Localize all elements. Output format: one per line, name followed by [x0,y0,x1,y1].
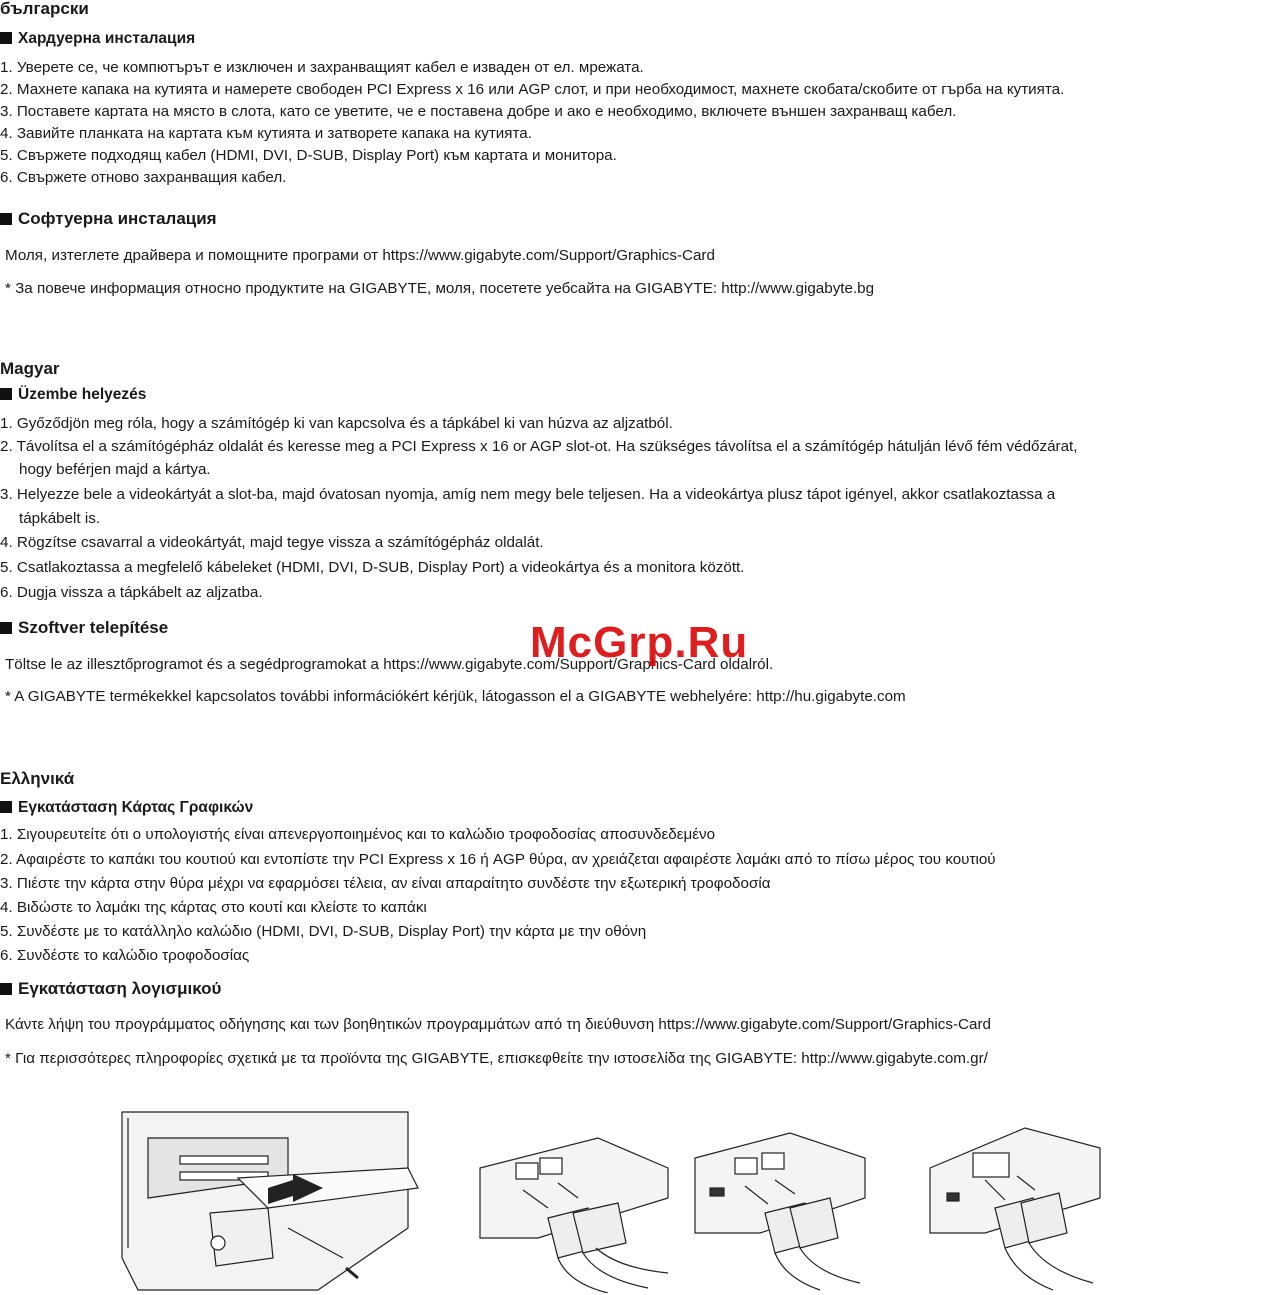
hu-step: 6. Dugja vissza a tápkábelt az aljzatba. [0,584,263,601]
el-step: 3. Πιέστε την κάρτα στην θύρα μέχρι να εφαρμόσει τέλεια, αν είναι απαραίτητο συνδέστε την εξωτερική τροφοδοσία [0,875,771,892]
bg-step: 6. Свържете отново захранващия кабел. [0,169,287,186]
hu-step: 4. Rögzítse csavarral a videokártyát, majd tegye vissza a számítógépház oldalát. [0,534,544,551]
hu-software-heading [0,619,168,637]
bg-step: 5. Свържете подходящ кабел (HDMI, DVI, D-SUB, Display Port) към картата и монитора. [0,147,617,164]
watermark: McGrp.Ru [530,618,749,667]
el-step: 6. Συνδέστε το καλώδιο τροφοδοσίας [0,947,250,964]
hu-hardware-title: Üzembe helyezés [18,386,147,403]
bg-step: 4. Завийте планката на картата към кутията и затворете капака на кутията. [0,125,532,142]
bg-step: 2. Махнете капака на кутията и намерете свободен PCI Express x 16 или AGP слот, и при необходимост, махнете скобата/скобите от гърба на кутията. [0,81,1065,98]
square-bullet-icon [0,213,12,225]
el-software-text: Κάντε λήψη του προγράμματος οδήγησης και των βοηθητικών προγραμμάτων από τη διεύθυνση https://www.gigabyte.com/Support/Graphics-Card [5,1016,991,1033]
hu-step: 3. Helyezze bele a videokártyát a slot-ba, majd óvatosan nyomja, amíg nem megy bele teljesen. Ha a videokártya plusz tápot igényel, akkor csatlakoztassa a [0,486,1056,503]
hu-hardware-heading [0,386,146,404]
bg-software-heading [0,210,217,228]
el-hardware-heading [0,799,253,817]
hu-step: 1. Győződjön meg róla, hogy a számítógép ki van kapcsolva és a tápkábel ki van húzva az aljzatból. [0,415,673,432]
power-connector-illustration-3 [925,1108,1105,1293]
bg-step: 1. Уверете се, че компютърът е изключен и захранващият кабел е изваден от ел. мрежата. [0,59,644,76]
bg-software-title: Софтуерна инсталация [18,209,217,228]
square-bullet-icon [0,32,12,44]
hu-software-title: Szoftver telepítése [18,618,169,637]
bg-hardware-title: Хардуерна инсталация [18,30,196,47]
bg-language-heading: български [0,0,89,18]
bg-hardware-heading [0,30,195,48]
hu-step: 5. Csatlakoztassa a megfelelő kábeleket (HDMI, DVI, D-SUB, Display Port) a videokártya és a monitora között. [0,559,745,576]
el-step: 1. Σιγουρευτείτε ότι ο υπολογιστής είναι απενεργοποιημένος και το καλώδιο τροφοδοσίας αποσυνδεδεμένο [0,826,716,843]
el-step: 2. Αφαιρέστε το καπάκι του κουτιού και εντοπίστε την PCI Express x 16 ή AGP θύρα, αν χρειάζεται αφαιρέστε λαμάκι από το πίσω μέρος του κουτιού [0,851,996,868]
el-language-heading: Ελληνικά [0,769,75,788]
hu-software-text: Töltse le az illesztőprogramot és a segédprogramokat a https://www.gigabyte.com/Support/Graphics-Card oldalról. [5,656,774,673]
square-bullet-icon [0,801,12,813]
bg-note: * За повече информация относно продуктите на GIGABYTE, моля, посетете уебсайта на GIGABYTE: http://www.gigabyte.bg [5,280,875,297]
hu-language-heading: Magyar [0,359,60,378]
el-software-title: Εγκατάσταση λογισμικού [18,979,222,998]
hu-step: 2. Távolítsa el a számítógépház oldalát és keresse meg a PCI Express x 16 or AGP slot-ot. Ha szükséges távolítsa el a számítógép hátulján lévő fém védőzárat, [0,438,1078,455]
bg-step: 3. Поставете картата на място в слота, като се уветите, че е поставена добре и ако е необходимо, включете външен захранващ кабел. [0,103,957,120]
el-note: * Για περισσότερες πληροφορίες σχετικά με τα προϊόντα της GIGABYTE, επισκεφθείτε την ιστοσελίδα της GIGABYTE: http://www.gigabyte.com.gr/ [5,1050,988,1067]
el-step: 5. Συνδέστε με το κατάλληλο καλώδιο (HDMI, DVI, D-SUB, Display Port) την κάρτα με την οθόνη [0,923,647,940]
square-bullet-icon [0,622,12,634]
power-connector-illustration-1 [478,1108,678,1293]
square-bullet-icon [0,983,12,995]
hu-step-cont: tápkábelt is. [19,510,101,527]
el-software-heading [0,980,221,998]
card-installation-illustration [118,1108,430,1293]
square-bullet-icon [0,388,12,400]
el-hardware-title: Εγκατάσταση Κάρτας Γραφικών [18,799,254,816]
hu-step-cont: hogy beférjen majd a kártya. [19,461,211,478]
power-connector-illustration-2 [690,1108,870,1293]
bg-software-text: Моля, изтеглете драйвера и помощните програми от https://www.gigabyte.com/Support/Graphics-Card [5,247,715,264]
el-step: 4. Βιδώστε το λαμάκι της κάρτας στο κουτί και κλείστε το καπάκι [0,899,427,916]
hu-note: * A GIGABYTE termékekkel kapcsolatos további információkért kérjük, látogasson el a GIGABYTE webhelyére: http://hu.gigabyte.com [5,688,906,705]
